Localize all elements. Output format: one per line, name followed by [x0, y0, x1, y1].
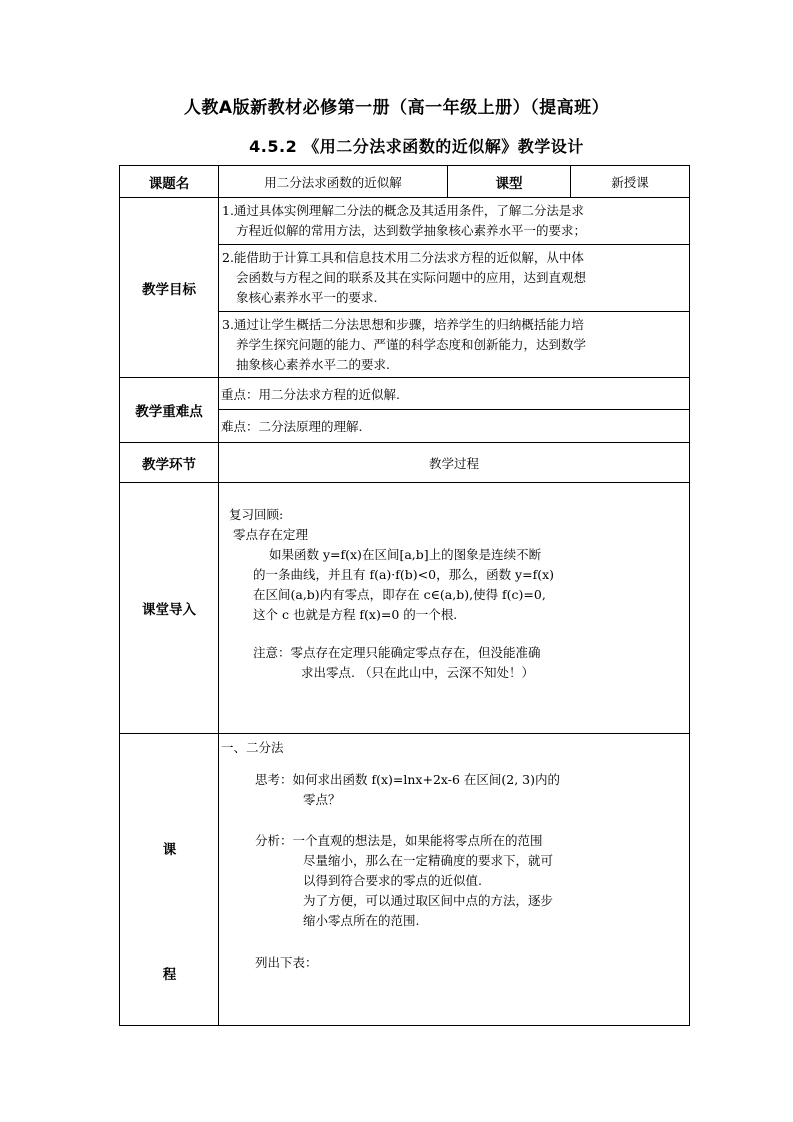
goals-label: 教学目标 [120, 198, 219, 378]
theorem-name: 零点存在定理 [233, 527, 309, 542]
think-line-1: 思考：如何求出函数 f(x)=lnx+2x-6 在区间(2, 3)内的 [255, 772, 560, 787]
analysis-line-1: 分析：一个直观的想法是，如果能将零点所在的范围 [255, 833, 543, 848]
process-label-char-1: 课 [162, 842, 177, 858]
key-point: 重点：用二分法求方程的近似解. [219, 378, 690, 410]
lesson-type-label: 课型 [448, 166, 571, 198]
goal-3-line-2: 养学生探究问题的能力、严谨的科学态度和创新能力，达到数学 [236, 336, 587, 352]
lesson-plan-table [119, 165, 690, 1026]
goal-3-line-1: 3.通过让学生概括二分法思想和步骤，培养学生的归纳概括能力培 [222, 316, 584, 332]
stage-label: 教学环节 [120, 443, 219, 483]
topic-value: 用二分法求函数的近似解 [219, 166, 448, 198]
goal-item-3 [219, 312, 690, 378]
goal-item-2 [219, 245, 690, 312]
analysis-line-4: 为了方便，可以通过取区间中点的方法，逐步 [303, 893, 554, 908]
lesson-type-value: 新授课 [571, 166, 690, 198]
section-heading: 一、二分法 [221, 740, 284, 755]
theorem-line-2: 的一条曲线，并且有 f(a)·f(b)<0，那么，函数 y=f(x) [253, 567, 555, 582]
goal-2-line-1: 2.能借助于计算工具和信息技术用二分法求方程的近似解，从中体 [222, 250, 584, 265]
think-line-2: 零点？ [303, 792, 341, 807]
goal-2-line-2: 会函数与方程之间的联系及其在实际问题中的应用，达到直观想 [236, 270, 587, 285]
process-section-label [120, 734, 219, 1026]
topic-row [120, 166, 690, 198]
analysis-line-3: 以得到符合要求的零点的近似值. [303, 873, 482, 888]
goal-1-line-1: 1.通过具体实例理解二分法的概念及其适用条件，了解二分法是求 [222, 203, 584, 218]
topic-label: 课题名 [120, 166, 219, 198]
process-label-char-2: 程 [162, 967, 177, 983]
goal-2-line-3: 象核心素养水平一的要求. [236, 290, 378, 305]
theorem-line-3: 在区间(a,b)内有零点，即存在 c∈(a,b),使得 f(c)=0, [253, 587, 546, 602]
key-points-label: 教学重难点 [120, 378, 219, 443]
goal-item-1 [219, 198, 690, 245]
theorem-line-1: 如果函数 y=f(x)在区间[a,b]上的图象是连续不断 [269, 547, 542, 562]
process-label: 教学过程 [219, 443, 690, 483]
document-title: 人教A版新教材必修第一册（高一年级上册）（提高班） [183, 98, 610, 118]
intro-label: 课堂导入 [120, 483, 219, 734]
theorem-line-4: 这个 c 也就是方程 f(x)=0 的一个根. [253, 607, 458, 622]
goal-3-line-3: 抽象核心素养水平二的要求. [236, 356, 390, 372]
difficult-point: 难点：二分法原理的理解. [219, 410, 690, 443]
note-line-2: 求出零点. （只在此山中，云深不知处！） [301, 665, 534, 680]
list-table-prompt: 列出下表： [255, 955, 318, 970]
goal-1-line-2: 方程近似解的常用方法，达到数学抽象核心素养水平一的要求； [236, 223, 587, 238]
analysis-line-2: 尽量缩小，那么在一定精确度的要求下，就可 [303, 853, 554, 868]
analysis-line-5: 缩小零点所在的范围. [303, 913, 420, 928]
review-heading: 复习回顾: [229, 507, 284, 522]
document-subtitle: 4.5.2 《用二分法求函数的近似解》教学设计 [249, 137, 584, 156]
intro-content [219, 483, 690, 734]
process-content [219, 734, 690, 1026]
note-line-1: 注意：零点存在定理只能确定零点存在，但没能准确 [253, 645, 541, 660]
